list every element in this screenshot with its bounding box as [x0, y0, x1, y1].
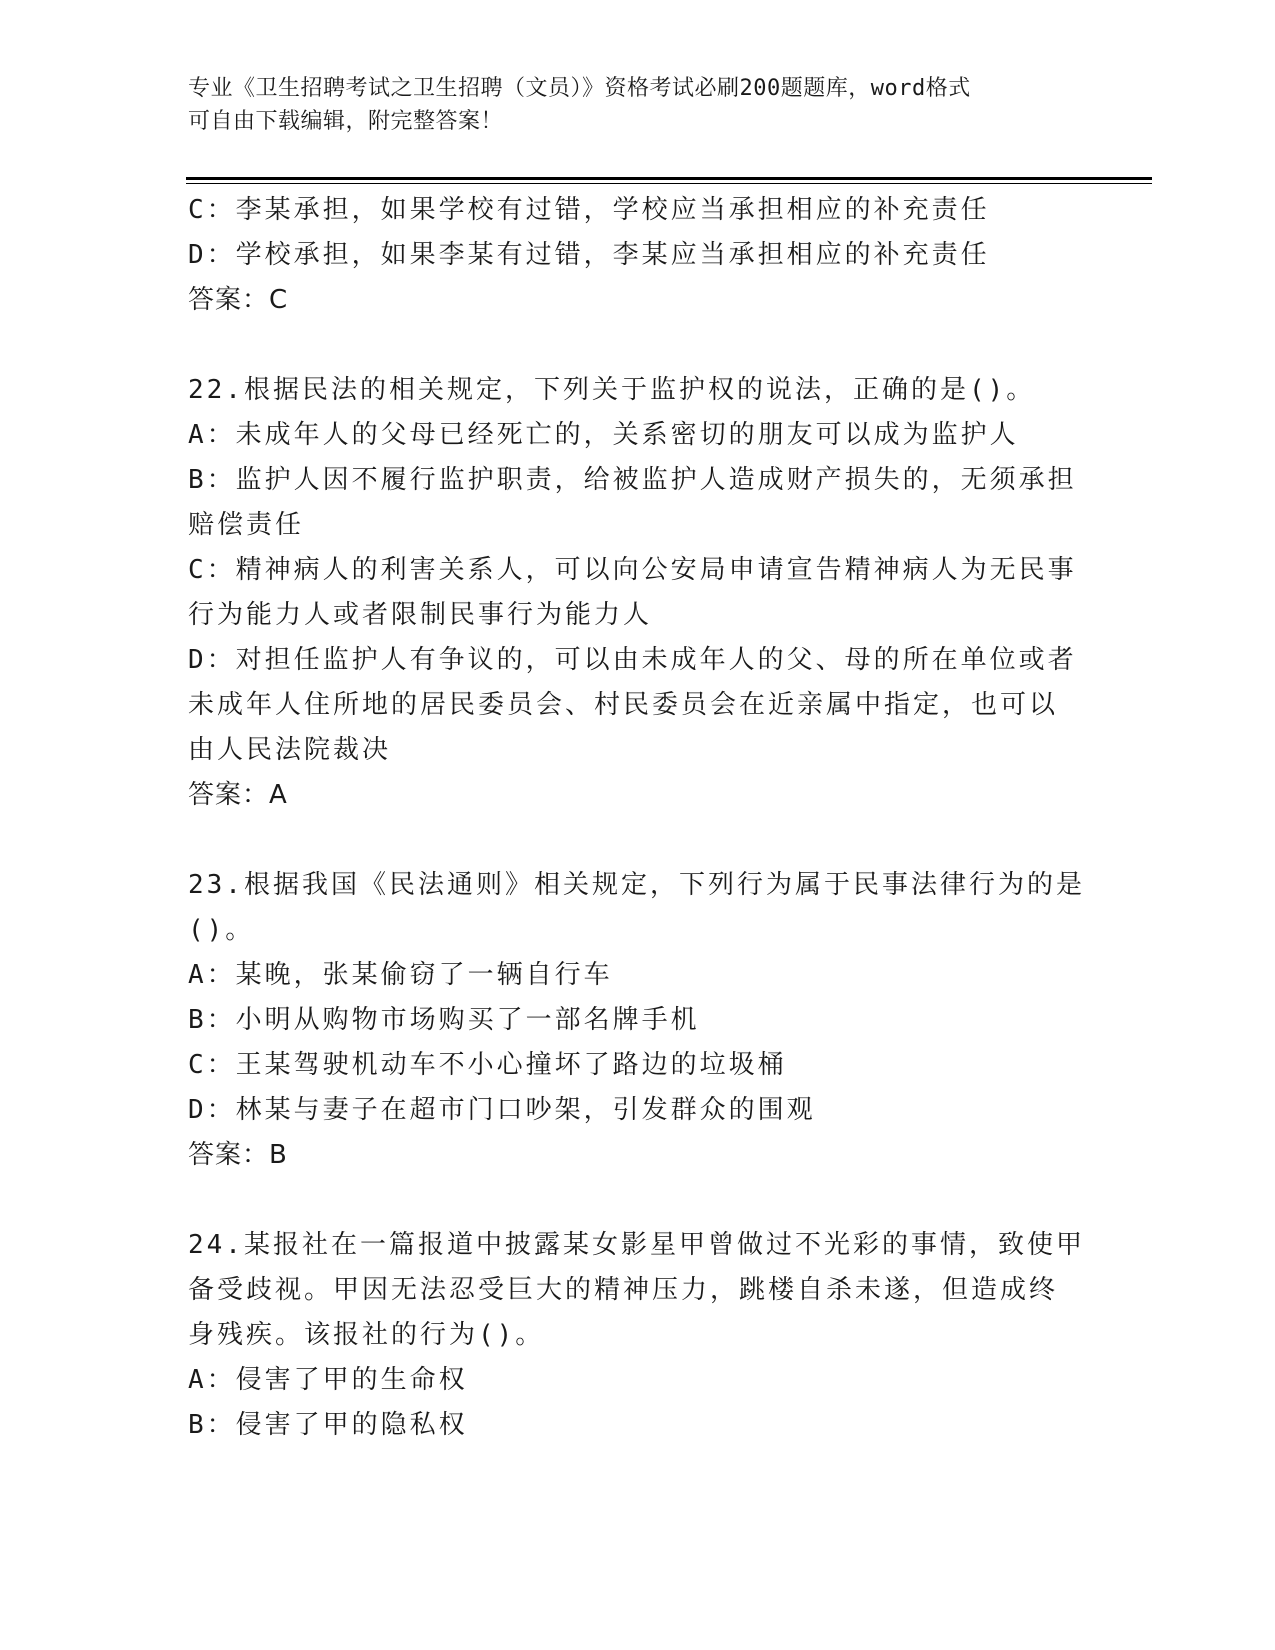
- q23-option-c: C：王某驾驶机动车不小心撞坏了路边的垃圾桶: [188, 1050, 787, 1080]
- q23-option-b: B：小明从购物市场购买了一部名牌手机: [188, 1005, 700, 1035]
- document-header: [188, 72, 1088, 138]
- q24-stem-line-3: 身残疾。该报社的行为()。: [188, 1320, 545, 1350]
- q22-option-b-line-2: 赔偿责任: [188, 510, 305, 540]
- q22-answer: 答案：A: [188, 780, 288, 810]
- question-21: [188, 188, 1088, 323]
- q24-option-a: A：侵害了甲的生命权: [188, 1365, 468, 1395]
- q22-option-a: A：未成年人的父母已经死亡的，关系密切的朋友可以成为监护人: [188, 420, 1019, 450]
- q22-option-d-line-1: D：对担任监护人有争议的，可以由未成年人的父、母的所在单位或者: [188, 645, 1077, 675]
- q24-stem-line-1: 24.某报社在一篇报道中披露某女影星甲曾做过不光彩的事情，致使甲: [188, 1230, 1085, 1260]
- question-list: [188, 188, 1088, 1448]
- spacer: [188, 1178, 1088, 1223]
- header-rule-thick: [186, 177, 1152, 180]
- q22-option-c-line-1: C：精神病人的利害关系人，可以向公安局申请宣告精神病人为无民事: [188, 555, 1077, 585]
- q23-stem-line-1: 23.根据我国《民法通则》相关规定，下列行为属于民事法律行为的是: [188, 870, 1085, 900]
- q21-option-c: C：李某承担，如果学校有过错，学校应当承担相应的补充责任: [188, 195, 990, 225]
- q22-option-d-line-2: 未成年人住所地的居民委员会、村民委员会在近亲属中指定，也可以: [188, 690, 1059, 720]
- header-rule-thin: [186, 183, 1152, 184]
- q23-option-d: D：林某与妻子在超市门口吵架，引发群众的围观: [188, 1095, 816, 1125]
- question-23: [188, 863, 1088, 1178]
- question-22: [188, 368, 1088, 818]
- q21-answer: 答案：C: [188, 285, 289, 315]
- q23-answer: 答案：B: [188, 1140, 288, 1170]
- q24-stem-line-2: 备受歧视。甲因无法忍受巨大的精神压力，跳楼自杀未遂，但造成终: [188, 1275, 1059, 1305]
- q22-option-b-line-1: B：监护人因不履行监护职责，给被监护人造成财产损失的，无须承担: [188, 465, 1077, 495]
- header-title-line-1: 专业《卫生招聘考试之卫生招聘（文员）》资格考试必刷200题题库，word格式: [188, 76, 971, 101]
- q22-stem: 22.根据民法的相关规定，下列关于监护权的说法，正确的是()。: [188, 375, 1036, 405]
- spacer: [188, 818, 1088, 863]
- q23-option-a: A：某晚，张某偷窃了一辆自行车: [188, 960, 613, 990]
- q22-option-c-line-2: 行为能力人或者限制民事行为能力人: [188, 600, 653, 630]
- q21-option-d: D：学校承担，如果李某有过错，李某应当承担相应的补充责任: [188, 240, 990, 270]
- q24-option-b: B：侵害了甲的隐私权: [188, 1410, 468, 1440]
- q23-stem-line-2: ()。: [188, 915, 255, 945]
- spacer: [188, 323, 1088, 368]
- question-24: [188, 1223, 1088, 1448]
- header-title-line-2: 可自由下载编辑，附完整答案！: [188, 109, 504, 134]
- q22-option-d-line-3: 由人民法院裁决: [188, 735, 392, 765]
